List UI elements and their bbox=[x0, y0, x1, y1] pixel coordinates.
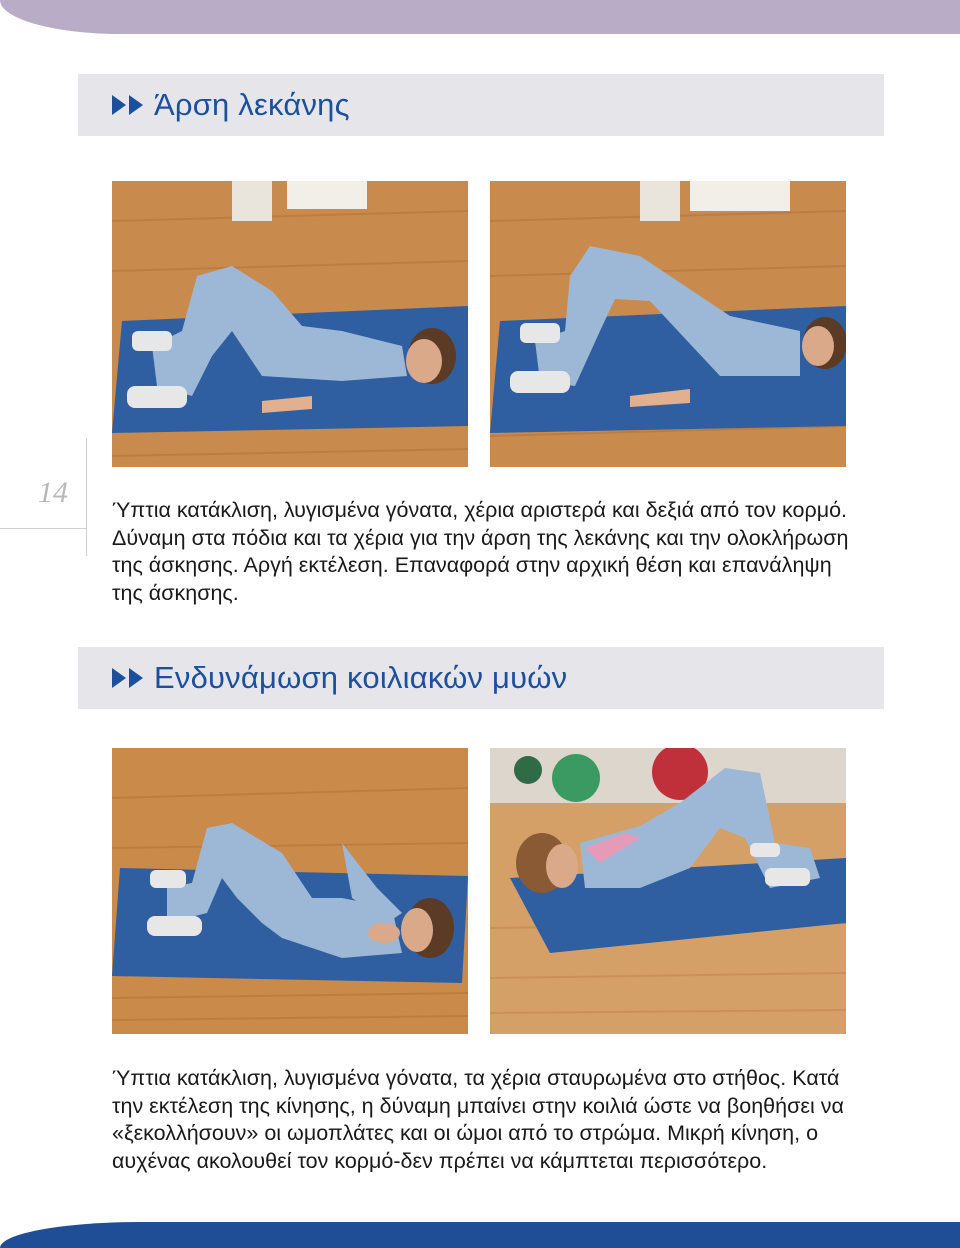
bottom-decorative-band bbox=[0, 1222, 960, 1248]
section-description: Ύπτια κατάκλιση, λυγισμένα γόνατα, τα χέρια σταυρωμένα στο στήθος. Κατά την εκτέλεση της κίνησης, η δύναμη μπαίνει στην κοιλιά ώστε να βοηθήσει να «ξεκολλήσουν» οι ωμοπλάτες και οι ώμοι από το στρώμα. Μικρή κίνηση, ο αυχένας ακολουθεί τον κορμό-δεν πρέπει να κάμπτεται περισσότερο. bbox=[112, 1066, 844, 1173]
lying-knees-bent-photo bbox=[112, 181, 468, 467]
crossed-arms-lying-photo bbox=[112, 748, 468, 1034]
double-chevron-icon bbox=[112, 95, 146, 115]
page-number: 14 bbox=[38, 476, 68, 509]
top-decorative-band bbox=[0, 0, 960, 34]
pelvis-raised-bridge-photo bbox=[490, 181, 846, 467]
double-chevron-icon bbox=[112, 668, 146, 688]
section-description: Ύπτια κατάκλιση, λυγισμένα γόνατα, χέρια αριστερά και δεξιά από τον κορμό. Δύναμη στα πόδια και τα χέρια για την άρση της λεκάνης και την ολοκλήρωση της άσκησης. Αργή εκτέλεση. Επαναφορά στην αρχική θέση και επανάληψη της άσκησης. bbox=[112, 498, 849, 605]
section-header-pelvic-lift bbox=[78, 74, 884, 136]
page-number-divider-horizontal bbox=[0, 528, 86, 529]
section-header-abdominal-strengthening bbox=[78, 647, 884, 709]
page-number-divider-vertical bbox=[86, 438, 87, 556]
section-title: Άρση λεκάνης bbox=[154, 87, 350, 122]
section-title: Ενδυνάμωση κοιλιακών μυών bbox=[154, 660, 568, 695]
abdominal-crunch-photo bbox=[490, 748, 846, 1034]
